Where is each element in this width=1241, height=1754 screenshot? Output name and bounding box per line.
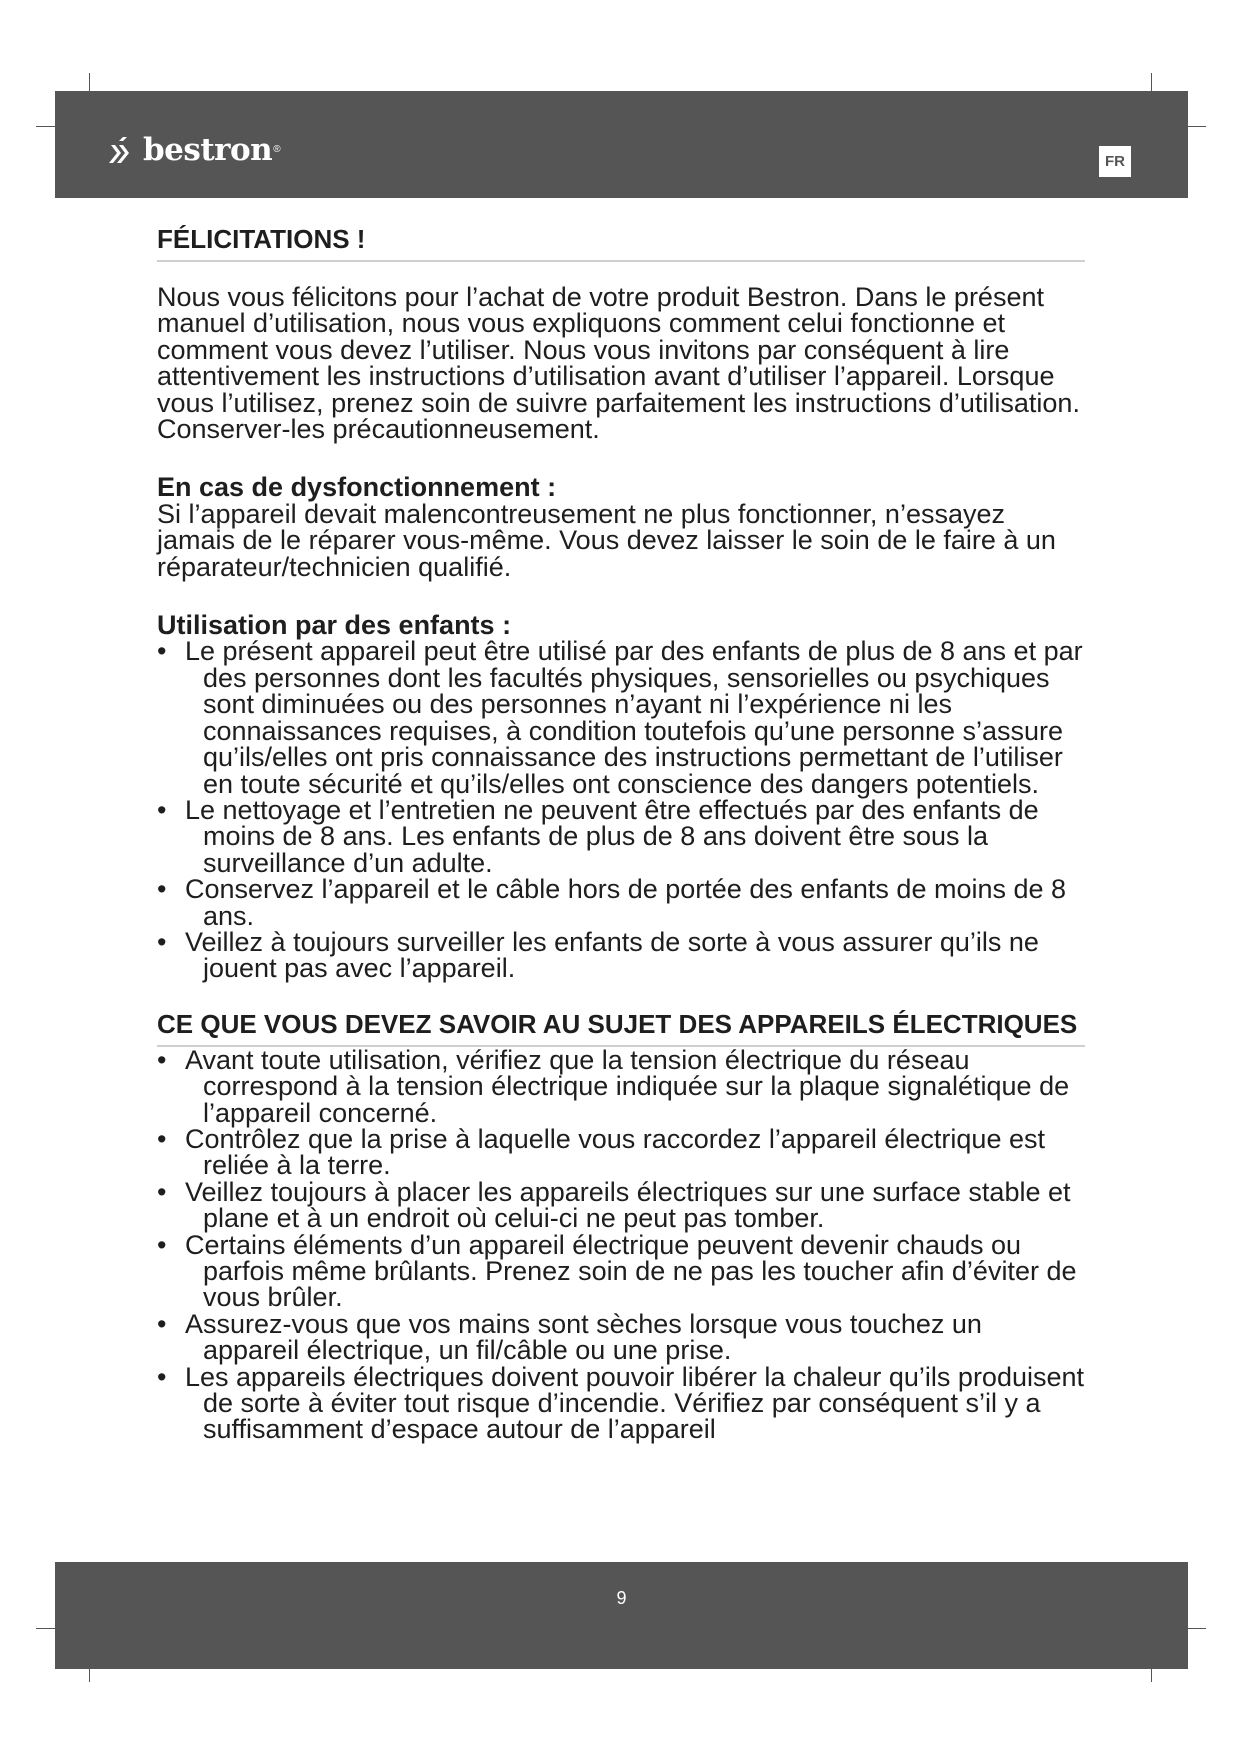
list-item: • Le présent appareil peut être utilisé par des enfants de plus de 8 ans et par des personnes dont les facultés physiques, sensorielles ou psychiques sont diminuées ou des personnes n’ayant ni l’expérience ni les connaissances requises, à condition toutefois qu’une personne s’assure qu’ils/elles ont pris connaissance des instructions permettant de l’utiliser en toute sécurité et qu’ils/elles ont conscience des dangers potentiels. — [157, 638, 1085, 796]
list-item: • Les appareils électriques doivent pouvoir libérer la chaleur qu’ils produisent de sorte à éviter tout risque d’incendie. Vérifiez par conséquent s’il y a suffisamment d’espace autour de l’appareil — [157, 1364, 1085, 1443]
children-list — [157, 636, 1085, 984]
page-header — [55, 91, 1188, 198]
section-title-electrical: CE QUE VOUS DEVEZ SAVOIR AU SUJET DES APPAREILS ÉLECTRIQUES — [157, 1010, 1085, 1047]
brand-logo — [107, 133, 281, 167]
brand-name: bestron — [143, 132, 273, 168]
list-item: • Assurez-vous que vos mains sont sèches lorsque vous touchez un appareil électrique, un fil/câble ou une prise. — [157, 1311, 1085, 1364]
list-item: • Certains éléments d’un appareil électrique peuvent devenir chauds ou parfois même brûlants. Prenez soin de ne pas les toucher afin d’éviter de vous brûler. — [157, 1232, 1085, 1311]
page-content — [157, 225, 1085, 1443]
electrical-list — [157, 1044, 1085, 1445]
malfunction-section — [157, 474, 1085, 580]
children-section — [157, 612, 1085, 982]
children-heading: Utilisation par des enfants : — [157, 610, 512, 641]
brand-chevron-icon — [107, 135, 137, 165]
section-title-congratulations: FÉLICITATIONS ! — [157, 225, 1085, 262]
malfunction-text: Si l’appareil devait malencontreusement ne plus fonctionner, n’essayez jamais de le réparer vous-même. Vous devez laisser le soin de le faire à un réparateur/technicien qualifié. — [157, 498, 1056, 582]
list-item: • Conservez l’appareil et le câble hors de portée des enfants de moins de 8 ans. — [157, 876, 1085, 929]
malfunction-heading: En cas de dysfonctionnement : — [157, 472, 557, 503]
list-item: • Veillez à toujours surveiller les enfants de sorte à vous assurer qu’ils ne jouent pas avec l’appareil. — [157, 929, 1085, 982]
page-footer — [55, 1562, 1188, 1669]
intro-paragraph: Nous vous félicitons pour l’achat de votre produit Bestron. Dans le présent manuel d’utilisation, nous vous expliquons comment celui fonctionne et comment vous devez l’utiliser. Nous vous invitons par conséquent à lire attentivement les instructions d’utilisation avant d’utiliser l’appareil. Lorsque vous l’utilisez, prenez soin de suivre parfaitement les instructions d’utilisation. Conserver-les précautionneusement. — [157, 282, 1080, 445]
list-item: • Le nettoyage et l’entretien ne peuvent être effectués par des enfants de moins de 8 ans. Les enfants de plus de 8 ans doivent être sous la surveillance d’un adulte. — [157, 797, 1085, 876]
language-badge: FR — [1099, 146, 1131, 177]
registered-mark: ® — [273, 144, 281, 155]
list-item: • Contrôlez que la prise à laquelle vous raccordez l’appareil électrique est reliée à la terre. — [157, 1126, 1085, 1179]
list-item: • Avant toute utilisation, vérifiez que la tension électrique du réseau correspond à la tension électrique indiquée sur la plaque signalétique de l’appareil concerné. — [157, 1047, 1085, 1126]
page-number: 9 — [616, 1588, 627, 1608]
list-item: • Veillez toujours à placer les appareils électriques sur une surface stable et plane et à un endroit où celui-ci ne peut pas tomber. — [157, 1179, 1085, 1232]
